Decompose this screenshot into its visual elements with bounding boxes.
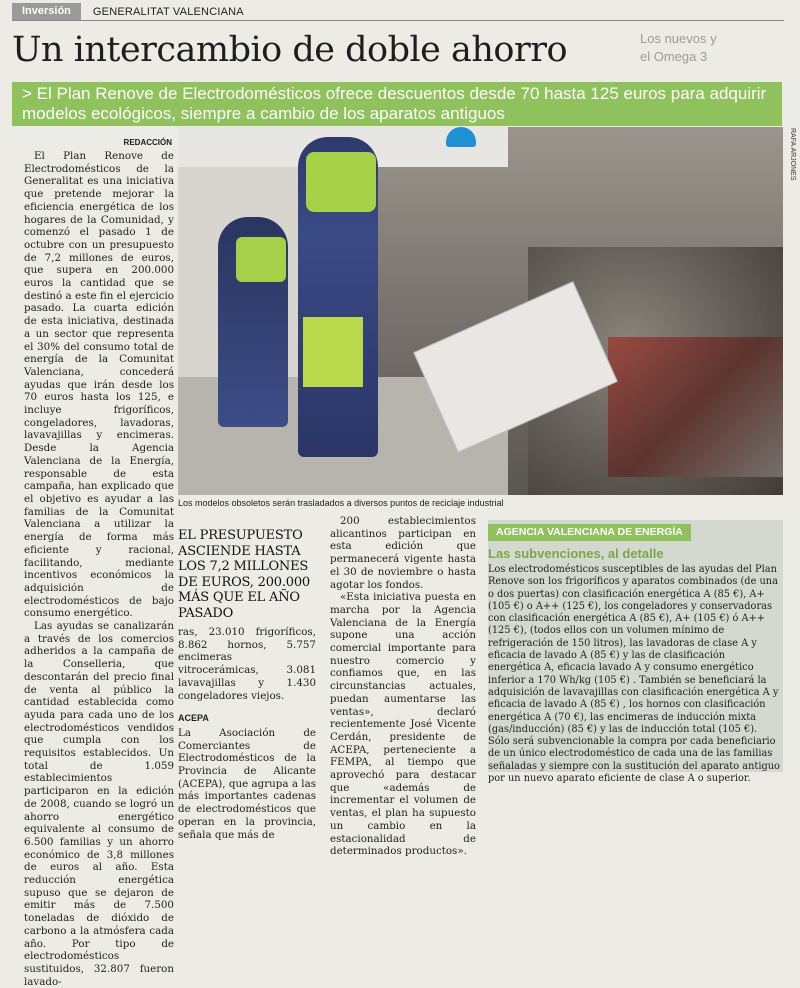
body-column-3 xyxy=(330,515,476,858)
source-label: GENERALITAT VALENCIANA xyxy=(92,5,244,18)
sidebar-title: Las subvenciones, al detalle xyxy=(488,546,664,561)
adjacent-article-bleed xyxy=(640,30,785,80)
subtitle: > El Plan Renove de Electrodomésticos ofrece descuentos desde 70 hasta 125 euros para adquirir modelos ecológicos, siempre a cambio de los aparatos antiguos xyxy=(22,84,767,123)
bleed-line-2: el Omega 3 xyxy=(640,49,708,64)
pull-quote: EL PRESUPUESTO ASCIENDE HASTA LOS 7,2 MILLONES DE EUROS, 200.000 MÁS QUE EL AÑO PASADO xyxy=(178,528,311,621)
body-paragraph-2: Las ayudas se canalizarán a través de los comercios adheridos a la campaña de la Conselleria, que descontarán del precio final de venta al público la cantidad establecida como ayuda para cada uno de los electrodomésticos vendidos que cumpla con los requisitos establecidos. Un total de 1.059 establecimientos participaron en la edición de 2008, cuando se logró un ahorro energético equivalente al consumo de 6.500 familias y un ahorro económico de 3,8 millones de euros al año. Esta reducción energética supuso que se dejaron de emitir más de 7.500 toneladas de dióxido de carbono a la atmósfera cada año. Por tipo de electrodomésticos sustituidos, 32.807 fueron lavado- xyxy=(24,620,174,988)
section-strip xyxy=(12,3,244,20)
body-paragraph-1: El Plan Renove de Electrodomésticos de la Generalitat es una iniciativa que pretende mejorar la eficiencia energética de los hogares de la Comunidad, y comenzó el pasado 1 de octubre con un presupuesto de 7,2 millones de euros, que supera en 200.000 euros la cantidad que se destinó a este fin el ejercicio pasado. La cuarta edición de esta iniciativa, destinada a un sector que representa el 30% del consumo total de energía de la Comunitat Valenciana, concederá ayudas que irán desde los 70 euros hasta los 125, e incluye frigoríficos, congeladores, lavadoras, lavavajillas y encimeras. Desde la Agencia Valenciana de la Energía, responsable de esta campaña, han explicado que el objetivo es ayudar a las familias de la Comunitat Valenciana a utilizar la energía de forma más eficiente y racional, facilitando, mediante incentivos económicos la adquisición de electrodomésticos de bajo consumo energético. xyxy=(24,150,174,620)
scrap-pile-red xyxy=(608,337,783,477)
body-paragraph-6: «Esta iniciativa puesta en marcha por la Agencia Valenciana de la Energía supone una acción comercial importante para nuestro comercio y confiamos que, en las circunstancias actuales, puedan aumentarse las ventas», declaró recientemente José Vicente Cerdán, presidente de ACEPA, perteneciente a FEMPA, al tiempo que aprovechó para destacar que «además de incrementar el volumen de ventas, el plan ha supuesto un cambio en la estacionalidad de determinados productos». xyxy=(330,591,476,858)
bleed-line-1: Los nuevos y xyxy=(640,31,717,46)
top-rule xyxy=(12,20,784,21)
body-column-1 xyxy=(24,150,174,988)
worker-front-legs xyxy=(303,317,363,387)
body-paragraph-5: 200 establecimientos alicantinos participan en esta edición que permanecerá vigente hasta el 30 de noviembre o hasta agotar los fondos. xyxy=(330,515,476,591)
sidebar-box xyxy=(488,520,783,785)
sidebar-body: Los electrodomésticos susceptibles de las ayudas del Plan Renove son los frigoríficos y aparatos combinados (de una o dos puertas) con clasificación energética A (85 €), A+ (105 €) o A++ (125 €), los congeladores y conservadoras con clasificación energética A (85 €), A+ (105 €) ó A++ (125 €), (todos ellos con un volumen mínimo de refrigeración de 150 litros), las lavadoras de clase A y eficacia de lavado A (85 €) y las de clasificación energética A, eficacia lavado A y consumo energético inferior a 170 Wh/kg (105 €) . También se beneficiará la adquisición de lavavajillas con clasificación energética A y eficacia de lavado A (85 €) , los hornos con clasificación energética A (70 €), las encimeras de inducción mixta (gas/inducción) (85 €) y las de inducción total (105 €). Sólo será subvencionable la compra por cada beneficiario de un único electrodoméstico de cada una de las familias señaladas y siempre con la sustitución del aparato antiguo por un nuevo aparato eficiente de clase A o superior. xyxy=(488,564,780,785)
article-photo xyxy=(178,127,783,495)
body-column-2 xyxy=(178,626,316,841)
acepa-heading: ACEPA xyxy=(178,713,209,724)
byline: REDACCIÓN xyxy=(123,138,172,147)
headline: Un intercambio de doble ahorro xyxy=(12,30,568,70)
worker-back-vest xyxy=(236,237,286,282)
body-paragraph-4: La Asociación de Comerciantes de Electrodomésticos de la Provincia de Alicante (ACEPA), que agrupa a las más importantes cadenas de electrodomésticos que operan en la provincia, señala que más de xyxy=(178,726,316,841)
photo-caption: Los modelos obsoletos serán trasladados a diversos puntos de reciclaje industrial xyxy=(178,498,504,508)
photo-credit: RAFA ARJONES xyxy=(789,128,796,181)
worker-front-vest xyxy=(306,152,376,212)
section-tab: Inversión xyxy=(12,3,81,20)
sidebar-tag: AGENCIA VALENCIANA DE ENERGÍA xyxy=(488,524,691,541)
body-paragraph-3: ras, 23.010 frigoríficos, 8.862 hornos, 5.757 encimeras vitrocerámicas, 3.081 lavavajillas y 1.430 congeladores viejos. xyxy=(178,626,316,702)
subtitle-band xyxy=(12,82,782,126)
